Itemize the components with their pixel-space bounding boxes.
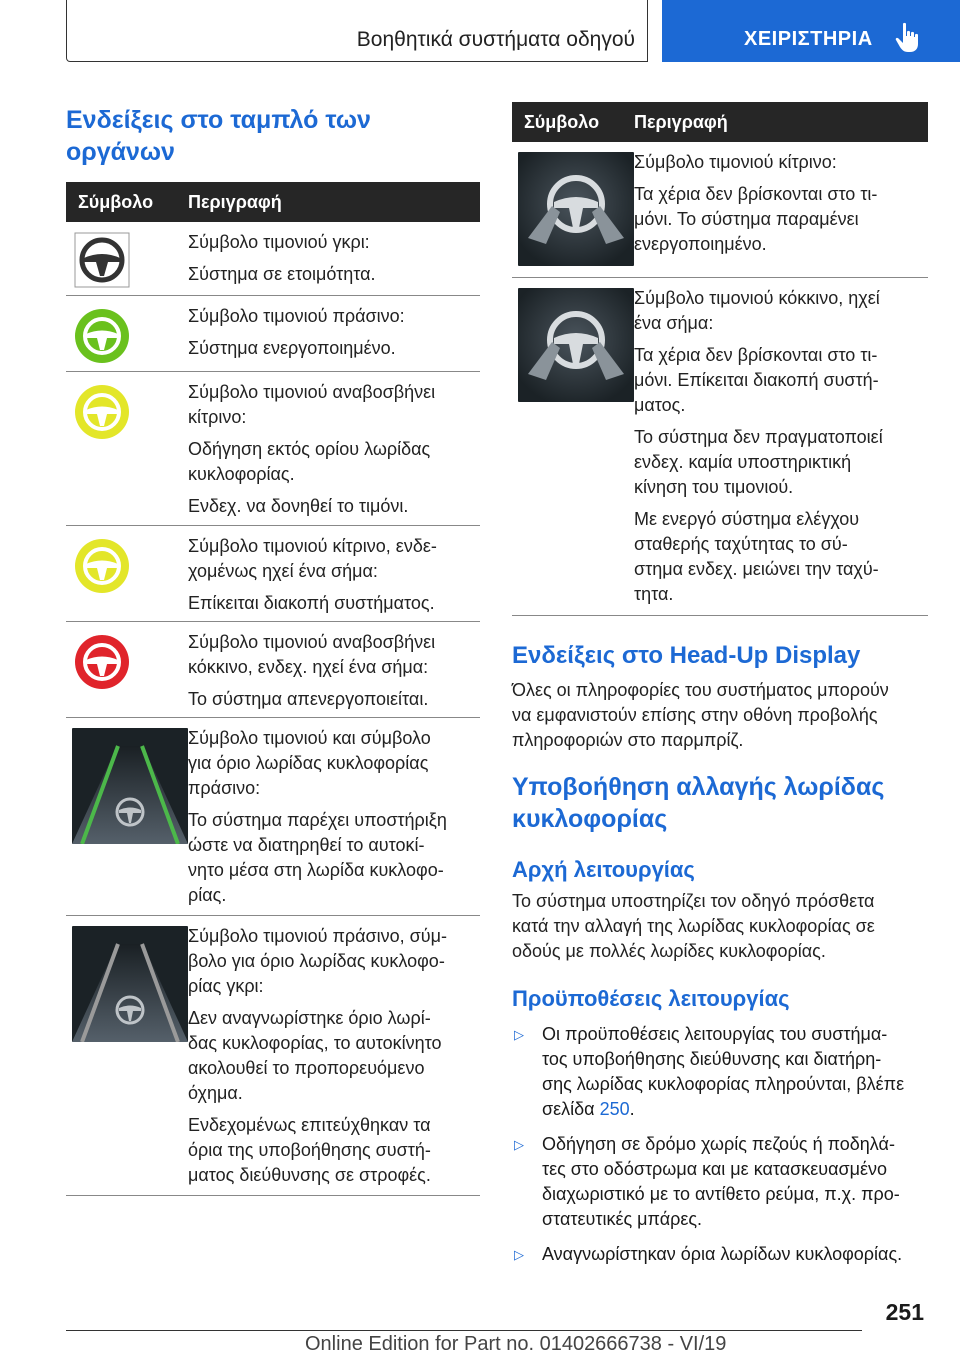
lane-green-photo [72,728,188,844]
bullet-triangle-icon: ▷ [514,1027,524,1042]
table-row [66,718,480,916]
lane-gray-photo [72,926,188,1042]
page-link[interactable]: 250 [599,1099,630,1119]
row-text: Σύμβολο τιμονιού κίτρινο: [634,152,837,172]
bullet-text: Οι προϋποθέσεις λειτουργίας του συστήμα- τος υποβοήθησης διεύθυνσης και διατήρη- σης λωρίδας κυκλοφορίας πληρούνται, βλέπε σελίδα [542,1024,905,1119]
hands-off-symbol-table [512,102,928,616]
column-symbol: Σύμβολο [78,192,154,212]
row-text: Τα χέρια δεν βρίσκονται στο τι- μόνι. Επίκειται διακοπή συστή- ματος. [634,345,879,415]
principle-title: Αρχή λειτουργίας [512,857,695,882]
prerequisites-title: Προϋποθέσεις λειτουργίας [512,986,790,1011]
table-row [66,296,480,372]
bullet-triangle-icon: ▷ [514,1247,524,1262]
footer-edition: Online Edition for Part no. 01402666738 - VI/19 [305,1333,727,1355]
row-description [188,916,480,1188]
hud-title: Ενδείξεις στο Head-Up Display [512,642,861,669]
header-chapter-tab[interactable] [662,0,960,62]
row-text: Τα χέρια δεν βρίσκονται στο τι- μόνι. Το σύστημα παραμένει ενεργοποιημένο. [634,184,878,254]
hand-pointer-icon [894,22,924,54]
column-symbol: Σύμβολο [524,112,600,132]
steering-wheel-green-icon [74,308,130,364]
table-row [512,278,928,616]
row-text: Ενδεχομένως επιτεύχθηκαν τα όρια της υποβοήθησης συστή- ματος διεύθυνσης σε στροφές. [188,1115,431,1185]
bullet-text: Αναγνωρίστηκαν όρια λωρίδων κυκλοφορίας. [542,1244,903,1264]
row-description [188,622,480,712]
table-row [66,222,480,296]
row-text: Σύμβολο τιμονιού γκρι: [188,232,370,252]
row-description [188,222,480,287]
row-description [188,372,480,519]
lane-title-line-1: Υποβοήθηση αλλαγής λωρίδας [512,773,885,801]
steering-wheel-red-icon [74,634,130,690]
row-text: Το σύστημα παρέχει υποστήριξη ώστε να διατηρηθεί το αυτοκί- νητο μέσα στη λωρίδα κυκλοφο- ρίας. [188,810,447,905]
hands-off-yellow-photo [518,152,634,266]
row-text: Σύστημα ενεργοποιημένο. [188,338,396,358]
row-text: Το σύστημα απενεργοποιείται. [188,689,429,709]
row-description [188,296,480,361]
prerequisites-list [512,1022,928,1267]
bullet-text: Οδήγηση σε δρόμο χωρίς πεζούς ή ποδηλά- τες στο οδόστρωμα και με κατασκευασμένο διαχωριστικό με το αντίθετο ρεύμα, π.χ. προ- στατευτικές μπάρες. [542,1134,900,1229]
row-text: Οδήγηση εκτός ορίου λωρίδας κυκλοφορίας. [188,439,431,484]
hands-off-red-photo [518,288,634,402]
lane-change-title [512,771,928,835]
row-text: Το σύστημα δεν πραγματοποιεί ενδεχ. καμία υποστηρικτική κίνηση του τιμονιού. [634,427,883,497]
row-text: Σύμβολο τιμονιού πράσινο, σύμ- βολο για όριο λωρίδας κυκλοφο- ρίας γκρι: [188,926,447,996]
steering-wheel-yellow-blink-icon [74,384,130,440]
table-row [66,372,480,526]
table-row [66,622,480,718]
row-text: Σύστημα σε ετοιμότητα. [188,264,376,284]
row-text: Σύμβολο τιμονιού και σύμβολο για όριο λωρίδας κυκλοφορίας πράσινο: [188,728,431,798]
row-description [188,718,480,908]
footer-divider [66,1330,862,1331]
row-description [634,142,928,257]
table-header [512,102,928,142]
lane-title-line-2: κυκλοφορίας [512,805,668,833]
dashboard-symbol-table [66,182,480,1196]
header-section-box [66,0,648,62]
header-chapter-title: ΧΕΙΡΙΣΤΗΡΙΑ [744,28,873,50]
steering-wheel-yellow-icon [74,538,130,594]
bullet-text-end: . [629,1099,635,1119]
list-item [512,1132,928,1232]
row-text: Σύμβολο τιμονιού κίτρινο, ενδε- χομένως ηχεί ένα σήμα: [188,536,437,581]
hud-text: Όλες οι πληροφορίες του συστήματος μπορούν να εμφανιστούν επίσης στην οθόνη προβολής πληροφοριών στο παρμπρίζ. [512,680,889,750]
title-line-2: οργάνων [66,138,175,166]
row-text: Σύμβολο τιμονιού κόκκινο, ηχεί ένα σήμα: [634,288,880,333]
row-text: Σύμβολο τιμονιού πράσινο: [188,306,405,326]
table-header [66,182,480,222]
table-row [66,916,480,1196]
table-row [512,142,928,278]
row-description [188,526,480,616]
row-text: Σύμβολο τιμονιού αναβοσβήνει κίτρινο: [188,382,436,427]
bullet-triangle-icon: ▷ [514,1137,524,1152]
column-description: Περιγραφή [188,192,282,212]
row-text: Ενδεχ. να δονηθεί το τιμόνι. [188,496,409,516]
header-section-title: Βοηθητικά συστήματα οδηγού [356,28,635,51]
row-description [634,278,928,607]
list-item [512,1022,928,1122]
table-row [66,526,480,622]
row-text: Σύμβολο τιμονιού αναβοσβήνει κόκκινο, ενδεχ. ηχεί ένα σήμα: [188,632,436,677]
right-text-column [512,640,928,1277]
principle-text: Το σύστημα υποστηρίζει τον οδηγό πρόσθετα κατά την αλλαγή της λωρίδας κυκλοφορίας σε οδούς με πολλές λωρίδες κυκλοφορίας. [512,891,875,961]
steering-wheel-gray-icon [74,232,130,288]
row-text: Με ενεργό σύστημα ελέγχου σταθερής ταχύτητας το σύ- στημα ενδεχ. μειώνει την ταχύ- τητα. [634,509,879,604]
page-number: 251 [885,1299,924,1325]
list-item [512,1242,928,1267]
title-line-1: Ενδείξεις στο ταμπλό των [66,106,371,134]
row-text: Δεν αναγνωρίστηκε όριο λωρί- δας κυκλοφορίας, το αυτοκίνητο ακολουθεί το προπορευόμενο όχημα. [188,1008,442,1103]
row-text: Επίκειται διακοπή συστήματος. [188,593,435,613]
column-description: Περιγραφή [634,112,728,132]
dashboard-indicators-title [66,104,480,168]
